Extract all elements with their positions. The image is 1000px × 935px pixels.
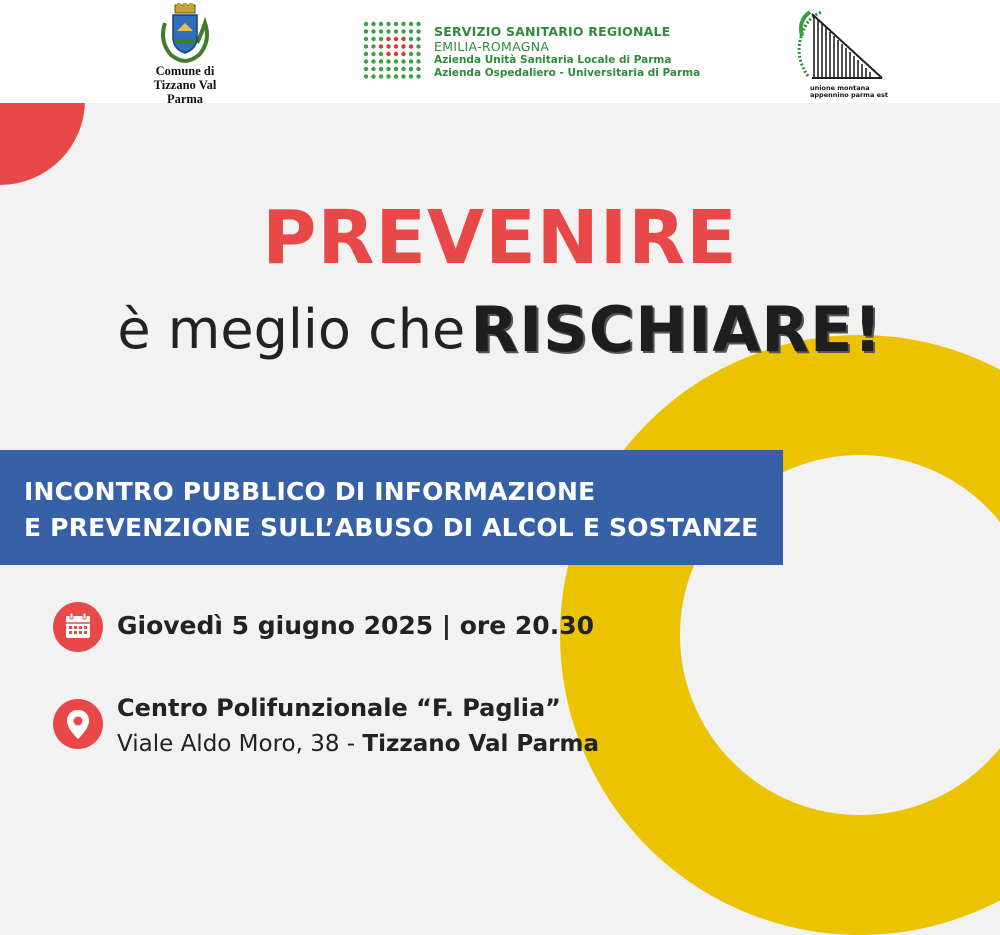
ssr-dot bbox=[364, 37, 368, 41]
ssr-dot bbox=[409, 29, 413, 33]
ssr-dot bbox=[401, 29, 405, 33]
calendar-icon bbox=[53, 602, 103, 652]
ssr-dot bbox=[364, 74, 368, 78]
yellow-ring-decoration bbox=[560, 335, 1000, 935]
ssr-dot bbox=[394, 74, 398, 78]
event-date-time: Giovedì 5 giugno 2025 | ore 20.30 bbox=[117, 611, 594, 640]
ssr-dot bbox=[379, 29, 383, 33]
ssr-dot bbox=[394, 44, 398, 48]
ssr-dot bbox=[379, 59, 383, 63]
ssr-dot bbox=[401, 67, 405, 71]
ssr-dot bbox=[401, 74, 405, 78]
headline-title: PREVENIRE bbox=[262, 195, 738, 281]
ssr-dot bbox=[371, 37, 375, 41]
ssr-dot bbox=[409, 59, 413, 63]
ssr-dot bbox=[409, 67, 413, 71]
ssr-dot bbox=[401, 52, 405, 56]
ssr-dot bbox=[364, 29, 368, 33]
address-town: Tizzano Val Parma bbox=[362, 731, 600, 757]
ssr-dot bbox=[371, 52, 375, 56]
ssr-line1: SERVIZIO SANITARIO REGIONALE bbox=[434, 24, 671, 39]
ssr-dot bbox=[401, 37, 405, 41]
ssr-dot bbox=[416, 52, 420, 56]
unione-line2: appennino parma est bbox=[810, 91, 888, 99]
ssr-dot bbox=[386, 37, 390, 41]
ssr-dot bbox=[416, 22, 420, 26]
ssr-dot bbox=[371, 59, 375, 63]
subtitle-emphasis: RISCHIARE! bbox=[470, 293, 883, 366]
comune-logo bbox=[135, 3, 235, 106]
ssr-dot bbox=[409, 74, 413, 78]
event-venue: Centro Polifunzionale “F. Paglia” bbox=[117, 694, 561, 722]
ssr-dot bbox=[386, 44, 390, 48]
comune-line1: Comune di bbox=[155, 64, 215, 78]
ssr-dot bbox=[394, 67, 398, 71]
ssr-dot bbox=[379, 37, 383, 41]
comune-line2: Tizzano Val Parma bbox=[153, 78, 217, 106]
ssr-dot bbox=[409, 52, 413, 56]
headline bbox=[0, 195, 1000, 281]
ssr-dot bbox=[386, 22, 390, 26]
ssr-dot bbox=[379, 52, 383, 56]
ssr-dot bbox=[416, 74, 420, 78]
ssr-dot bbox=[371, 29, 375, 33]
ssr-dot bbox=[379, 67, 383, 71]
ssr-dot bbox=[394, 29, 398, 33]
ssr-dot bbox=[394, 59, 398, 63]
ssr-dot bbox=[364, 59, 368, 63]
ssr-dot bbox=[409, 37, 413, 41]
ssr-line2: EMILIA-ROMAGNA bbox=[434, 39, 550, 54]
ssr-dots-icon bbox=[362, 20, 424, 82]
ssr-dot bbox=[364, 44, 368, 48]
ssr-dot bbox=[394, 37, 398, 41]
ssr-dot bbox=[401, 59, 405, 63]
ssr-dot bbox=[401, 44, 405, 48]
ssr-dot bbox=[386, 74, 390, 78]
comune-crest-icon bbox=[157, 3, 213, 63]
ssr-dot bbox=[394, 52, 398, 56]
address-street: Viale Aldo Moro, 38 - bbox=[117, 731, 363, 757]
unione-mountain-icon bbox=[790, 6, 890, 86]
ssr-dot bbox=[386, 59, 390, 63]
banner-line2: E PREVENZIONE SULL’ABUSO DI ALCOL E SOSTANZE bbox=[24, 513, 759, 542]
unione-line1: unione montana bbox=[810, 84, 870, 92]
subtitle-prefix: è meglio che bbox=[117, 298, 466, 361]
ssr-dot bbox=[371, 22, 375, 26]
ssr-dot bbox=[364, 67, 368, 71]
ssr-dot bbox=[371, 74, 375, 78]
ssr-dot bbox=[386, 67, 390, 71]
ssr-dot bbox=[379, 44, 383, 48]
ssr-logo bbox=[362, 20, 701, 86]
ssr-dot bbox=[364, 22, 368, 26]
unione-logo bbox=[790, 6, 890, 98]
event-address bbox=[117, 731, 599, 757]
event-banner bbox=[0, 450, 783, 565]
ssr-dot bbox=[416, 37, 420, 41]
map-pin-icon bbox=[53, 699, 103, 749]
ssr-dot bbox=[371, 44, 375, 48]
ssr-dot bbox=[416, 29, 420, 33]
ssr-dot bbox=[401, 22, 405, 26]
ssr-dot bbox=[416, 44, 420, 48]
ssr-dot bbox=[379, 22, 383, 26]
ssr-dot bbox=[409, 22, 413, 26]
ssr-dot bbox=[409, 44, 413, 48]
ssr-dot bbox=[416, 59, 420, 63]
ssr-dot bbox=[364, 52, 368, 56]
ssr-line4: Azienda Ospedaliero - Universitaria di Parma bbox=[434, 67, 701, 79]
ssr-dot bbox=[386, 52, 390, 56]
ssr-line3: Azienda Unità Sanitaria Locale di Parma bbox=[434, 54, 672, 66]
header bbox=[0, 0, 1000, 106]
banner-line1: INCONTRO PUBBLICO DI INFORMAZIONE bbox=[24, 477, 596, 506]
headline-subtitle bbox=[0, 293, 1000, 366]
ssr-dot bbox=[416, 67, 420, 71]
ssr-dot bbox=[371, 67, 375, 71]
ssr-dot bbox=[394, 22, 398, 26]
ssr-dot bbox=[386, 29, 390, 33]
ssr-dot bbox=[379, 74, 383, 78]
